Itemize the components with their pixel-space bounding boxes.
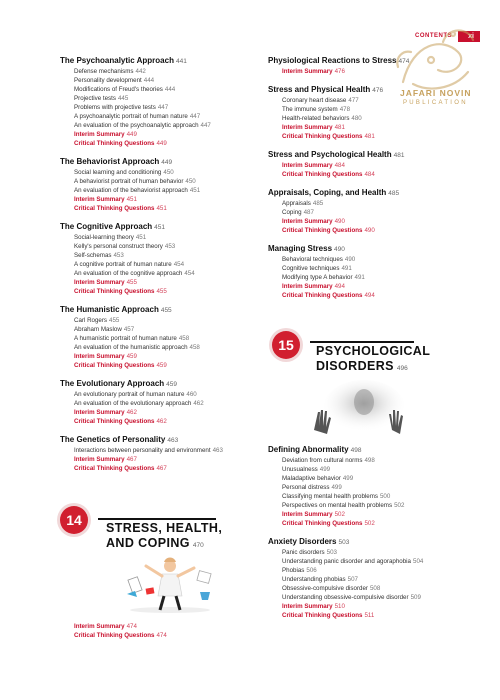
entry-title: Critical Thinking Questions <box>74 205 155 212</box>
toc-section <box>60 222 255 296</box>
toc-entry[interactable] <box>282 474 483 483</box>
toc-section-heading[interactable] <box>268 244 483 255</box>
entry-title: An evaluation of the evolutionary approach <box>74 400 192 407</box>
toc-left-column <box>60 56 255 482</box>
toc-entry[interactable] <box>74 399 255 408</box>
toc-summary-entry[interactable] <box>282 226 483 235</box>
entry-page: 451 <box>189 187 201 194</box>
chapter-14-page: 470 <box>192 542 204 549</box>
entry-page: 481 <box>364 133 375 140</box>
entry-title: An evolutionary portrait of human nature <box>74 391 185 398</box>
toc-summary-entry[interactable] <box>282 291 483 300</box>
section-page: 449 <box>161 159 173 166</box>
toc-summary-entry[interactable] <box>74 352 255 361</box>
entry-page: 499 <box>319 466 331 473</box>
section-page: 498 <box>350 447 362 454</box>
entry-page: 444 <box>164 86 176 93</box>
entry-page: 478 <box>339 106 351 113</box>
entry-title: Critical Thinking Questions <box>282 227 363 234</box>
entry-title: Perspectives on mental health problems <box>282 502 393 509</box>
entry-page: 463 <box>212 447 223 454</box>
entry-page: 494 <box>364 292 375 299</box>
entry-page: 499 <box>331 484 342 491</box>
entry-title: Panic disorders <box>282 549 325 556</box>
toc-section <box>60 56 255 148</box>
toc-section-heading[interactable] <box>268 537 483 548</box>
entry-title: Appraisals <box>282 200 311 207</box>
toc-entry[interactable] <box>282 273 483 282</box>
entry-title: Health-related behaviors <box>282 115 350 122</box>
entry-page: 485 <box>312 200 324 207</box>
entry-page: 498 <box>364 457 375 464</box>
entry-page: 462 <box>193 400 204 407</box>
toc-entry[interactable] <box>282 114 483 123</box>
entry-title: Modifications of Freud's theories <box>74 86 163 93</box>
toc-entry[interactable] <box>282 566 483 575</box>
section-page: 485 <box>388 190 400 197</box>
entry-page: 462 <box>126 409 137 416</box>
toc-entry[interactable] <box>74 390 255 399</box>
toc-entry[interactable] <box>282 575 483 584</box>
toc-summary-entry[interactable] <box>282 123 483 132</box>
section-title: Anxiety Disorders <box>268 537 337 546</box>
chapter-15-title-line1: PSYCHOLOGICAL <box>316 344 431 358</box>
entry-title: Critical Thinking Questions <box>282 292 363 299</box>
entry-title: Phobias <box>282 567 305 574</box>
entry-page: 474 <box>126 623 137 630</box>
toc-summary-entry[interactable] <box>282 510 483 519</box>
entry-title: Interim Summary <box>282 68 333 75</box>
entry-title: Interim Summary <box>282 511 333 518</box>
entry-title: Self-schemas <box>74 252 112 259</box>
toc-entry[interactable] <box>282 96 483 105</box>
entry-title: Personal distress <box>282 484 330 491</box>
entry-page: 503 <box>326 549 337 556</box>
toc-section <box>268 150 483 179</box>
toc-summary-entry[interactable] <box>282 170 483 179</box>
entry-title: Maladaptive behavior <box>282 475 341 482</box>
toc-entry[interactable] <box>282 593 483 602</box>
entry-page: 484 <box>364 171 375 178</box>
entry-page: 451 <box>126 196 137 203</box>
entry-page: 467 <box>156 465 167 472</box>
section-page: 481 <box>393 152 405 159</box>
toc-section-heading[interactable] <box>268 188 483 199</box>
entry-page: 457 <box>123 326 135 333</box>
entry-page: 490 <box>364 227 375 234</box>
watermark-subtitle: PUBLICATION <box>403 100 468 106</box>
entry-page: 508 <box>369 585 381 592</box>
entry-page: 454 <box>184 270 195 277</box>
chapter-15-page: 496 <box>396 365 408 372</box>
entry-page: 477 <box>348 97 359 104</box>
toc-section-heading[interactable] <box>60 379 255 390</box>
toc-section <box>268 85 483 141</box>
entry-page: 459 <box>156 362 167 369</box>
section-page: 455 <box>160 307 172 314</box>
section-title: The Humanistic Approach <box>60 305 159 314</box>
entry-page: 451 <box>156 205 167 212</box>
entry-title: A behaviorist portrait of human behavior <box>74 178 184 185</box>
entry-page: 450 <box>163 169 174 176</box>
toc-section <box>60 305 255 370</box>
toc-summary-entry[interactable] <box>74 139 255 148</box>
entry-title: An evaluation of the behaviorist approach <box>74 187 188 194</box>
entry-title: Behavioral techniques <box>282 256 343 263</box>
entry-title: Abraham Maslow <box>74 326 122 333</box>
toc-right-column <box>268 56 483 309</box>
entry-page: 504 <box>413 558 424 565</box>
toc-entry[interactable] <box>74 85 255 94</box>
toc-entry[interactable] <box>74 446 255 455</box>
entry-page: 467 <box>126 456 137 463</box>
entry-title: Understanding panic disorder and agoraphobia <box>282 558 411 565</box>
entry-page: 462 <box>156 418 167 425</box>
toc-entry[interactable] <box>74 316 255 325</box>
chapter-15-number: 15 <box>272 331 300 359</box>
toc-section <box>60 379 255 426</box>
section-title: The Psychoanalytic Approach <box>60 56 174 65</box>
entry-title: An evaluation of the psychoanalytic approach <box>74 122 199 129</box>
entry-title: Social-learning theory <box>74 234 134 241</box>
entry-page: 454 <box>173 261 185 268</box>
toc-summary-entry[interactable] <box>74 287 255 296</box>
toc-summary-entry[interactable] <box>74 278 255 287</box>
toc-summary-entry[interactable] <box>74 195 255 204</box>
entry-page: 458 <box>178 335 190 342</box>
chapter-15-title[interactable] <box>316 344 430 376</box>
entry-title: Modifying type A behavior <box>282 274 353 281</box>
section-title: The Cognitive Approach <box>60 222 153 231</box>
toc-entry[interactable] <box>282 208 483 217</box>
toc-section <box>268 188 483 235</box>
entry-page: 447 <box>189 113 201 120</box>
page-number: xi <box>468 33 474 40</box>
entry-page: 447 <box>200 122 211 129</box>
toc-entry[interactable] <box>282 456 483 465</box>
entry-title: An evaluation of the cognitive approach <box>74 270 183 277</box>
toc-entry[interactable] <box>282 548 483 557</box>
entry-title: Interim Summary <box>74 353 125 360</box>
section-title: Physiological Reactions to Stress <box>268 56 397 65</box>
entry-page: 490 <box>344 256 356 263</box>
section-page: 463 <box>167 437 179 444</box>
entry-title: Interim Summary <box>74 131 125 138</box>
section-page: 503 <box>338 539 350 546</box>
entry-title: Personality development <box>74 77 142 84</box>
toc-section <box>268 537 483 620</box>
toc-section <box>268 244 483 300</box>
toc-summary-entry[interactable] <box>74 464 255 473</box>
entry-title: Interim Summary <box>74 279 125 286</box>
entry-page: 507 <box>347 576 358 583</box>
entry-page: 490 <box>334 218 345 225</box>
toc-entry[interactable] <box>282 264 483 273</box>
stressed-woman-illustration <box>124 552 216 614</box>
entry-page: 491 <box>341 265 352 272</box>
entry-title: Critical Thinking Questions <box>74 465 155 472</box>
toc-summary-entry[interactable] <box>74 361 255 370</box>
section-title: The Genetics of Personality <box>60 435 166 444</box>
entry-page: 442 <box>135 68 146 75</box>
entry-title: Projective tests <box>74 95 116 102</box>
entry-title: Critical Thinking Questions <box>74 288 155 295</box>
entry-page: 500 <box>379 493 391 500</box>
entry-page: 481 <box>334 124 345 131</box>
toc-section <box>268 56 483 76</box>
toc-entry[interactable] <box>74 67 255 76</box>
section-title: Stress and Psychological Health <box>268 150 392 159</box>
entry-page: 491 <box>354 274 365 281</box>
entry-title: Critical Thinking Questions <box>282 520 363 527</box>
toc-summary-entry[interactable] <box>282 217 483 226</box>
toc-entry[interactable] <box>74 112 255 121</box>
entry-title: Interim Summary <box>282 162 333 169</box>
entry-page: 458 <box>189 344 200 351</box>
section-page: 451 <box>154 224 166 231</box>
section-page: 441 <box>175 58 187 65</box>
toc-entry[interactable] <box>282 255 483 264</box>
entry-title: Deviation from cultural norms <box>282 457 363 464</box>
entry-page: 511 <box>364 612 375 619</box>
toc-entry[interactable] <box>74 177 255 186</box>
toc-section <box>60 435 255 473</box>
toc-entry[interactable] <box>282 584 483 593</box>
section-title: Managing Stress <box>268 244 333 253</box>
section-title: Defining Abnormality <box>268 445 349 454</box>
hands-behind-glass-illustration <box>306 380 418 436</box>
toc-section <box>60 157 255 213</box>
chapter-14-title-line1: STRESS, HEALTH, <box>106 521 223 535</box>
entry-title: Critical Thinking Questions <box>282 612 363 619</box>
entry-page: 453 <box>113 252 124 259</box>
entry-title: Critical Thinking Questions <box>74 632 155 639</box>
entry-page: 502 <box>364 520 375 527</box>
chapter-14-title-line2: AND COPING <box>106 536 190 550</box>
entry-page: 502 <box>394 502 405 509</box>
entry-page: 474 <box>156 632 167 639</box>
entry-title: Interim Summary <box>282 283 333 290</box>
toc-entry[interactable] <box>74 121 255 130</box>
entry-title: A psychoanalytic portrait of human nature <box>74 113 188 120</box>
toc-summary-entry[interactable] <box>74 631 167 640</box>
entry-title: Defense mechanisms <box>74 68 134 75</box>
entry-title: Cognitive techniques <box>282 265 340 272</box>
entry-page: 449 <box>156 140 167 147</box>
entry-title: Understanding obsessive-compulsive disorder <box>282 594 409 601</box>
section-title: Appraisals, Coping, and Health <box>268 188 387 197</box>
entry-title: Social learning and conditioning <box>74 169 162 176</box>
toc-entry[interactable] <box>74 325 255 334</box>
entry-title: Coping <box>282 209 302 216</box>
entry-page: 487 <box>303 209 314 216</box>
entry-title: Carl Rogers <box>74 317 108 324</box>
entry-page: 445 <box>117 95 129 102</box>
chapter-14-title[interactable] <box>106 521 222 553</box>
entry-page: 449 <box>126 131 137 138</box>
toc-right-column-chapter15 <box>268 445 483 629</box>
entry-title: Critical Thinking Questions <box>74 140 155 147</box>
toc-entry[interactable] <box>282 557 483 566</box>
toc-section-heading[interactable] <box>268 445 483 456</box>
section-page: 490 <box>334 246 345 253</box>
entry-title: Critical Thinking Questions <box>74 418 155 425</box>
toc-section-heading[interactable] <box>60 157 255 168</box>
entry-title: The immune system <box>282 106 338 113</box>
toc-entry[interactable] <box>74 94 255 103</box>
toc-summary-entry[interactable] <box>282 602 483 611</box>
toc-summary-entry[interactable] <box>282 67 483 76</box>
toc-summary-entry[interactable] <box>74 204 255 213</box>
toc-section-heading[interactable] <box>268 150 483 161</box>
toc-entry[interactable] <box>74 251 255 260</box>
section-title: The Behaviorist Approach <box>60 157 160 166</box>
entry-page: 447 <box>157 104 169 111</box>
toc-entry[interactable] <box>282 199 483 208</box>
entry-page: 494 <box>334 283 345 290</box>
toc-entry[interactable] <box>282 501 483 510</box>
entry-title: Interim Summary <box>74 409 125 416</box>
toc-entry[interactable] <box>74 260 255 269</box>
toc-entry[interactable] <box>282 492 483 501</box>
toc-entry[interactable] <box>74 242 255 251</box>
entry-title: Critical Thinking Questions <box>282 171 363 178</box>
entry-title: Critical Thinking Questions <box>74 362 155 369</box>
toc-summary-entry[interactable] <box>74 622 167 631</box>
toc-summary-entry[interactable] <box>282 161 483 170</box>
toc-entry[interactable] <box>74 343 255 352</box>
entry-title: Classifying mental health problems <box>282 493 378 500</box>
entry-title: Interim Summary <box>282 124 333 131</box>
entry-title: A humanistic portrait of human nature <box>74 335 177 342</box>
entry-title: Interactions between personality and environment <box>74 447 211 454</box>
section-title: The Evolutionary Approach <box>60 379 165 388</box>
running-header-label: CONTENTS <box>415 33 452 39</box>
section-title: Stress and Physical Health <box>268 85 371 94</box>
entry-title: Unusualness <box>282 466 318 473</box>
entry-page: 510 <box>334 603 345 610</box>
entry-page: 453 <box>164 243 176 250</box>
toc-section-heading[interactable] <box>60 305 255 316</box>
toc-summary-entry[interactable] <box>282 282 483 291</box>
toc-entry[interactable] <box>74 76 255 85</box>
entry-page: 455 <box>109 317 120 324</box>
toc-entry[interactable] <box>74 103 255 112</box>
entry-title: Interim Summary <box>282 603 333 610</box>
entry-page: 459 <box>126 353 137 360</box>
watermark-name: JAFARI NOVIN <box>400 88 472 98</box>
toc-section-heading[interactable] <box>60 56 255 67</box>
entry-title: Interim Summary <box>74 456 125 463</box>
entry-title: Kelly's personal construct theory <box>74 243 163 250</box>
entry-page: 451 <box>135 234 147 241</box>
toc-entry[interactable] <box>74 168 255 177</box>
toc-section-heading[interactable] <box>60 435 255 446</box>
chapter-14-tail-list <box>74 622 167 640</box>
toc-section-heading[interactable] <box>60 222 255 233</box>
entry-title: An evaluation of the humanistic approach <box>74 344 188 351</box>
toc-entry[interactable] <box>74 186 255 195</box>
toc-entry[interactable] <box>282 483 483 492</box>
entry-title: Interim Summary <box>282 218 333 225</box>
toc-summary-entry[interactable] <box>74 455 255 464</box>
entry-page: 476 <box>334 68 345 75</box>
entry-page: 502 <box>334 511 345 518</box>
toc-entry[interactable] <box>74 269 255 278</box>
section-page: 474 <box>398 58 410 65</box>
entry-title: Critical Thinking Questions <box>282 133 363 140</box>
entry-title: Understanding phobias <box>282 576 346 583</box>
toc-summary-entry[interactable] <box>282 611 483 620</box>
chapter-15-rule <box>310 341 414 343</box>
toc-section-heading[interactable] <box>268 85 483 96</box>
entry-page: 450 <box>185 178 196 185</box>
toc-summary-entry[interactable] <box>74 130 255 139</box>
entry-page: 499 <box>342 475 354 482</box>
chapter-15-title-line2: DISORDERS <box>316 359 394 373</box>
entry-page: 509 <box>410 594 421 601</box>
toc-summary-entry[interactable] <box>282 519 483 528</box>
entry-title: A cognitive portrait of human nature <box>74 261 172 268</box>
toc-summary-entry[interactable] <box>74 408 255 417</box>
entry-page: 455 <box>156 288 167 295</box>
section-page: 476 <box>372 87 384 94</box>
chapter-14-number: 14 <box>60 506 88 534</box>
toc-section-heading[interactable] <box>268 56 483 67</box>
entry-title: Problems with projective tests <box>74 104 156 111</box>
toc-entry[interactable] <box>74 233 255 242</box>
entry-title: Coronary heart disease <box>282 97 347 104</box>
toc-entry[interactable] <box>282 105 483 114</box>
entry-title: Interim Summary <box>74 196 125 203</box>
section-page: 459 <box>166 381 178 388</box>
toc-entry[interactable] <box>282 465 483 474</box>
entry-page: 444 <box>143 77 155 84</box>
entry-page: 480 <box>351 115 362 122</box>
toc-section <box>268 445 483 528</box>
toc-entry[interactable] <box>74 334 255 343</box>
toc-summary-entry[interactable] <box>282 132 483 141</box>
chapter-14-rule <box>98 518 216 520</box>
entry-page: 460 <box>186 391 197 398</box>
entry-page: 506 <box>306 567 317 574</box>
entry-page: 455 <box>126 279 137 286</box>
entry-page: 484 <box>334 162 345 169</box>
entry-title: Interim Summary <box>74 623 125 630</box>
toc-summary-entry[interactable] <box>74 417 255 426</box>
entry-title: Obsessive-compulsive disorder <box>282 585 368 592</box>
